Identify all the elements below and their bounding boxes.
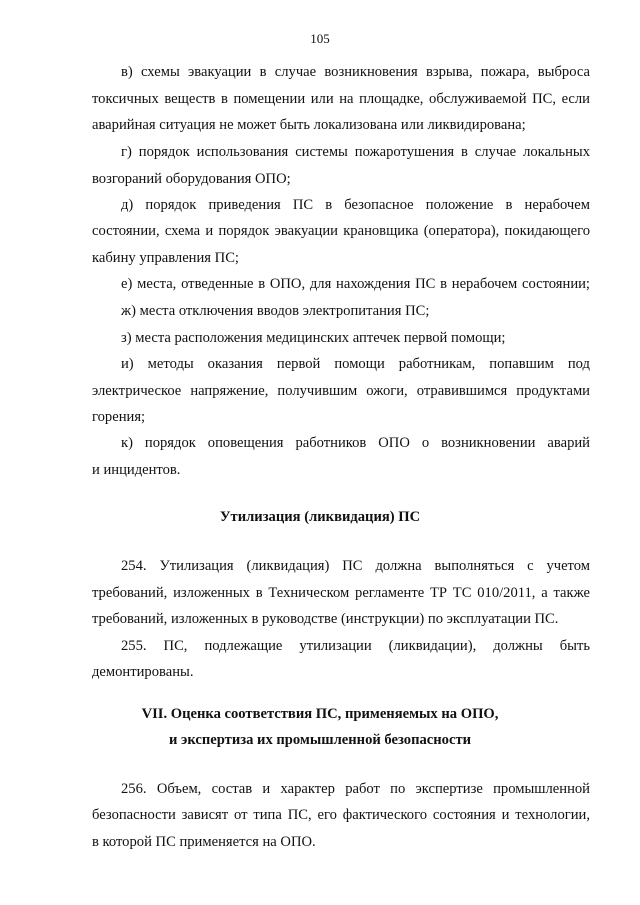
item-d-line-2: состоянии, схема и порядок эвакуации крановщика (оператора), покидающего bbox=[92, 223, 590, 239]
item-zh: ж) места отключения вводов электропитания ПС; bbox=[121, 303, 430, 319]
item-z: з) места расположения медицинских аптечек первой помощи; bbox=[121, 330, 506, 346]
section-heading-utilization: Утилизация (ликвидация) ПС bbox=[219, 509, 421, 525]
item-v-line-2: токсичных веществ в помещении или на площадке, обслуживаемой ПС, если bbox=[92, 91, 590, 107]
paragraph-256-line-2: безопасности зависят от типа ПС, его фактического состояния и технологии, bbox=[92, 807, 590, 823]
item-g-line-1: г) порядок использования системы пожаротушения в случае локальных bbox=[121, 144, 590, 160]
item-i-line-1: и) методы оказания первой помощи работникам, попавшим под bbox=[121, 356, 590, 372]
item-i-line-3: горения; bbox=[92, 409, 146, 425]
paragraph-254-line-3: требований, изложенных в руководстве (инструкции) по эксплуатации ПС. bbox=[92, 611, 559, 627]
page-number: 105 bbox=[310, 31, 330, 46]
section-heading-vii-line-1: VII. Оценка соответствия ПС, применяемых на ОПО, bbox=[141, 706, 499, 722]
item-d-line-3: кабину управления ПС; bbox=[92, 250, 239, 266]
paragraph-256-line-3: в которой ПС применяется на ОПО. bbox=[92, 834, 316, 850]
item-d-line-1: д) порядок приведения ПС в безопасное положение в нерабочем bbox=[121, 197, 590, 213]
item-k-line-1: к) порядок оповещения работников ОПО о возникновении аварий bbox=[121, 435, 590, 451]
paragraph-254-line-2: требований, изложенных в Техническом регламенте ТР ТС 010/2011, а также bbox=[92, 585, 590, 601]
item-i-line-2: электрическое напряжение, получившим ожоги, отравившимся продуктами bbox=[92, 383, 590, 399]
paragraph-256-line-1: 256. Объем, состав и характер работ по экспертизе промышленной bbox=[121, 781, 590, 797]
item-g-line-2: возгораний оборудования ОПО; bbox=[92, 171, 291, 187]
paragraph-254-line-1: 254. Утилизация (ликвидация) ПС должна выполняться с учетом bbox=[121, 558, 590, 574]
item-k-line-2: и инцидентов. bbox=[92, 462, 181, 478]
item-v-line-1: в) схемы эвакуации в случае возникновения взрыва, пожара, выброса bbox=[121, 64, 590, 80]
item-v-line-3: аварийная ситуация не может быть локализована или ликвидирована; bbox=[92, 117, 526, 133]
paragraph-255-line-1: 255. ПС, подлежащие утилизации (ликвидации), должны быть bbox=[121, 638, 590, 654]
item-e: е) места, отведенные в ОПО, для нахождения ПС в нерабочем состоянии; bbox=[121, 276, 590, 292]
section-heading-vii-line-2: и экспертиза их промышленной безопасности bbox=[168, 732, 472, 748]
paragraph-255-line-2: демонтированы. bbox=[92, 664, 194, 680]
